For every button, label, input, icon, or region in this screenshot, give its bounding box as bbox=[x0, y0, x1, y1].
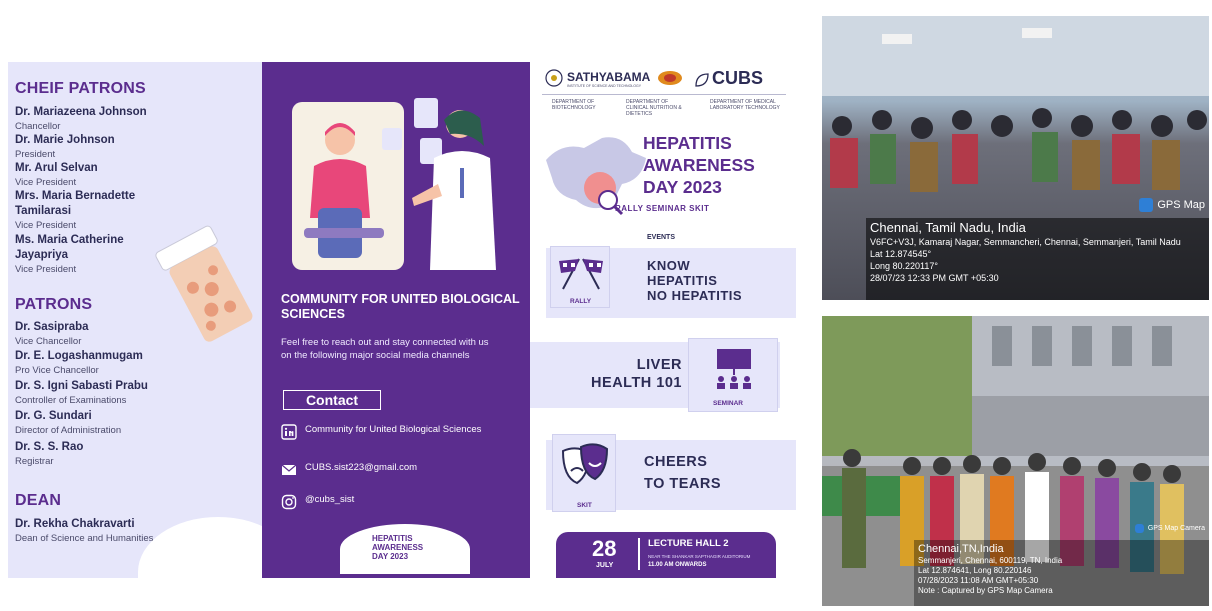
doctor-patient-illustration bbox=[284, 88, 514, 278]
footer-divider bbox=[638, 538, 640, 570]
patron-name: Mrs. Maria Bernadette bbox=[15, 190, 136, 202]
event-title-line2: AWARENESS bbox=[643, 155, 755, 175]
email-icon bbox=[281, 462, 297, 478]
instagram-icon bbox=[281, 494, 297, 510]
group-photo bbox=[822, 316, 1209, 606]
event-time: 11.00 AM ONWARDS bbox=[648, 562, 707, 568]
events-label: EVENTS bbox=[647, 234, 676, 241]
event-title-rally bbox=[647, 258, 742, 303]
gps-info-overlay bbox=[866, 218, 1209, 300]
dean-role: Dean of Science and Humanities bbox=[15, 533, 154, 544]
event-title-seminar bbox=[578, 356, 682, 392]
gps-info-overlay bbox=[914, 540, 1209, 606]
event-line: LIVER bbox=[636, 357, 682, 373]
gps-badge bbox=[1135, 524, 1205, 533]
patron-name: Dr. S. S. Rao bbox=[15, 441, 84, 453]
seminar-hall-photo bbox=[822, 16, 1209, 300]
gps-address: V6FC+V3J, Kamaraj Nagar, Semmancheri, Chennai, Semmanjeri, Tamil Nadu bbox=[870, 237, 1181, 247]
gps-badge-label: GPS Map bbox=[1157, 199, 1205, 211]
patron-name: Dr. G. Sundari bbox=[15, 410, 92, 422]
event-brochure bbox=[530, 62, 796, 578]
patron-role: President bbox=[15, 149, 56, 160]
dean-title: DEAN bbox=[15, 492, 62, 509]
gps-time: 07/28/2023 11:08 AM GMT+05:30 bbox=[918, 576, 1039, 585]
event-date-day: 28 bbox=[592, 536, 617, 561]
pill-jar-illustration bbox=[146, 212, 261, 347]
patron-role: Vice President bbox=[15, 177, 77, 188]
linkedin-row[interactable] bbox=[281, 424, 501, 440]
patron-name: Mr. Arul Selvan bbox=[15, 162, 98, 174]
gps-long: Long 80.220117° bbox=[870, 261, 938, 271]
patron-role: Registrar bbox=[15, 456, 54, 467]
seminar-tag: SEMINAR bbox=[713, 400, 743, 407]
sathyabama-subtitle: INSTITUTE OF SCIENCE AND TECHNOLOGY bbox=[567, 84, 642, 88]
event-title-line1: HEPATITIS bbox=[643, 133, 732, 153]
gps-city: Chennai,TN,India bbox=[918, 543, 1004, 555]
event-footer bbox=[556, 532, 776, 578]
event-title-line3: DAY 2023 bbox=[643, 177, 722, 197]
dean-name: Dr. Rekha Chakravarti bbox=[15, 518, 135, 530]
sathyabama-logo-text: SATHYABAMA bbox=[567, 70, 651, 84]
university-seal-icon bbox=[656, 69, 684, 87]
community-title: COMMUNITY FOR UNITED BIOLOGICAL SCIENCES bbox=[281, 292, 520, 321]
event-line: HEALTH 101 bbox=[591, 375, 682, 391]
patron-role: Chancellor bbox=[15, 121, 61, 132]
skit-tag: SKIT bbox=[577, 502, 592, 509]
department-label: DEPARTMENT OF CLINICAL NUTRITION & DIETETICS bbox=[626, 99, 682, 117]
event-line: CHEERS bbox=[644, 454, 708, 470]
linkedin-label: Community for United Biological Sciences bbox=[305, 424, 482, 435]
gps-city: Chennai, Tamil Nadu, India bbox=[870, 220, 1026, 235]
gps-map-icon bbox=[1135, 524, 1144, 533]
cubs-logo-text: CUBS bbox=[712, 68, 764, 88]
gps-badge bbox=[1139, 198, 1205, 212]
gps-note: Note : Captured by GPS Map Camera bbox=[918, 586, 1053, 595]
patron-role: Vice President bbox=[15, 264, 77, 275]
instagram-row[interactable] bbox=[281, 494, 354, 510]
patron-name: Dr. E. Logashanmugam bbox=[15, 350, 143, 362]
department-label: DEPARTMENT OF BIOTECHNOLOGY bbox=[552, 99, 596, 111]
community-description: Feel free to reach out and stay connected with us on the following major social media channels bbox=[281, 337, 489, 361]
patron-name: Dr. Marie Johnson bbox=[15, 134, 115, 146]
email-row[interactable] bbox=[281, 462, 417, 478]
mini-logo-text: HEPATITIS AWARENESS DAY 2023 bbox=[372, 534, 424, 561]
contact-button[interactable]: Contact bbox=[283, 390, 381, 410]
gps-badge-label: GPS Map Camera bbox=[1147, 525, 1205, 532]
patron-name: Dr. Sasipraba bbox=[15, 321, 89, 333]
patron-name: Dr. S. Igni Sabasti Prabu bbox=[15, 380, 148, 392]
patron-role: Controller of Examinations bbox=[15, 395, 127, 406]
event-line: NO HEPATITIS bbox=[647, 288, 743, 303]
instagram-label: @cubs_sist bbox=[305, 494, 355, 505]
patron-role: Director of Administration bbox=[15, 425, 122, 436]
patron-role: Pro Vice Chancellor bbox=[15, 365, 99, 376]
event-subtitle: RALLY SEMINAR SKIT bbox=[615, 204, 710, 213]
event-line: HEPATITIS bbox=[647, 273, 718, 288]
rally-icon-box bbox=[550, 246, 610, 308]
event-title bbox=[643, 132, 755, 198]
patron-role: Vice President bbox=[15, 220, 77, 231]
department-label: DEPARTMENT OF MEDICAL LABORATORY TECHNOLOGY bbox=[710, 99, 780, 111]
patrons-title: PATRONS bbox=[15, 296, 93, 313]
theatre-masks-icon bbox=[559, 441, 611, 493]
checkered-flags-icon bbox=[557, 255, 605, 291]
event-title-skit bbox=[644, 451, 721, 495]
patron-name: Dr. Mariazeena Johnson bbox=[15, 106, 147, 118]
gps-lat: Lat 12.874545° bbox=[870, 249, 932, 259]
seminar-icon-box bbox=[688, 338, 778, 412]
event-line: TO TEARS bbox=[644, 476, 722, 492]
header-divider bbox=[542, 94, 786, 95]
patron-name: Jayapriya bbox=[15, 249, 69, 261]
patron-role: Vice Chancellor bbox=[15, 336, 82, 347]
rally-tag: RALLY bbox=[570, 298, 592, 305]
cheif-patrons-title: CHEIF PATRONS bbox=[15, 80, 146, 97]
patron-name: Tamilarasi bbox=[15, 205, 72, 217]
sathyabama-emblem-icon bbox=[545, 69, 563, 87]
decorative-blob bbox=[138, 517, 262, 578]
seminar-board-icon bbox=[711, 347, 757, 391]
cubs-leaf-icon bbox=[693, 71, 711, 89]
patrons-panel bbox=[8, 62, 262, 578]
community-panel bbox=[262, 62, 530, 578]
event-date-month: JULY bbox=[596, 562, 614, 569]
gps-coords: Lat 12.874641, Long 80.220146 bbox=[918, 566, 1032, 575]
gps-address: Semmanjeri, Chennai, 600119, TN, India bbox=[918, 556, 1063, 565]
skit-icon-box bbox=[552, 434, 616, 512]
event-line: KNOW bbox=[647, 258, 691, 273]
event-venue: LECTURE HALL 2 bbox=[648, 538, 729, 549]
email-label: CUBS.sist223@gmail.com bbox=[305, 462, 418, 473]
gps-map-icon bbox=[1139, 198, 1153, 212]
event-venue-sub: NEAR THE SHANKAR SAPTHAGIR AUDITORIUM bbox=[648, 554, 751, 559]
linkedin-icon bbox=[281, 424, 297, 440]
gps-time: 28/07/23 12:33 PM GMT +05:30 bbox=[870, 273, 999, 283]
patron-name: Ms. Maria Catherine bbox=[15, 234, 124, 246]
